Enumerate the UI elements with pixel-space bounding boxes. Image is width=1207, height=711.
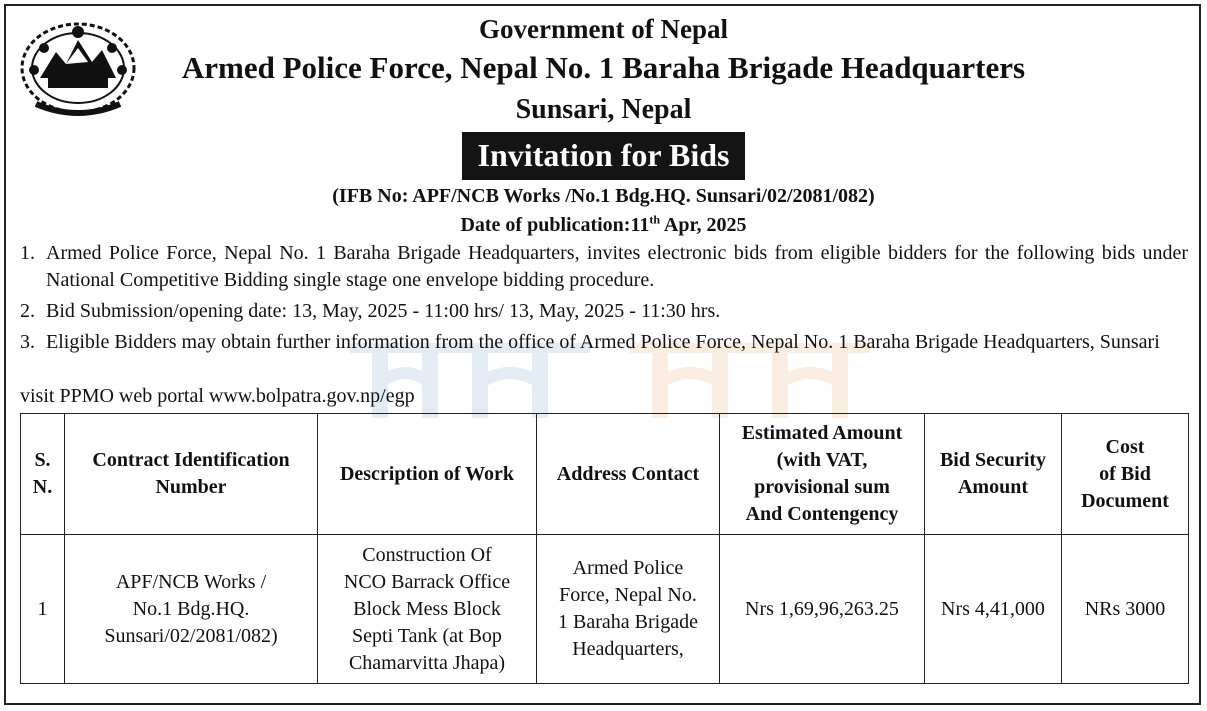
col-header-address: Address Contact (537, 414, 720, 535)
item-text: Bid Submission/opening date: 13, May, 2025 - 11:00 hrs/ 13, May, 2025 - 11:30 hrs. (46, 300, 721, 322)
banner-wrap (0, 132, 1207, 180)
cell-description: Construction Of NCO Barrack Office Block Mess Block Septi Tank (at Bop Chamarvitta Jhapa) (318, 535, 537, 684)
publication-date-suffix: th (649, 212, 661, 227)
cell-estimated-amount: Nrs 1,69,96,263.25 (720, 535, 925, 684)
table-row (21, 535, 1189, 684)
location-title: Sunsari, Nepal (515, 94, 692, 125)
col-header-bid-security: Bid Security Amount (925, 414, 1062, 535)
publication-date-label: Date of publication: (460, 214, 631, 236)
government-title: Government of Nepal (479, 14, 728, 44)
cell-sn: 1 (21, 535, 65, 684)
organization-title: Armed Police Force, Nepal No. 1 Baraha Brigade Headquarters (181, 50, 1026, 85)
notice-item (20, 298, 1188, 325)
col-header-contract-id: Contract Identification Number (65, 414, 318, 535)
cell-cost: NRs 3000 (1062, 535, 1189, 684)
notice-item (20, 329, 1188, 356)
cell-address: Armed Police Force, Nepal No. 1 Baraha Brigade Headquarters, (537, 535, 720, 684)
col-header-estimated-amount: Estimated Amount (with VAT, provisional sum And Contengency (720, 414, 925, 535)
ifb-number: (IFB No: APF/NCB Works /No.1 Bdg.HQ. Sunsari/02/2081/082) (332, 185, 875, 207)
cell-contract-id: APF/NCB Works / No.1 Bdg.HQ. Sunsari/02/2081/082) (65, 535, 318, 684)
table-header-row (21, 414, 1189, 535)
publication-date (0, 214, 1207, 237)
item-number: 3. (20, 331, 35, 353)
notice-items (20, 240, 1188, 356)
notice-item (20, 240, 1188, 294)
item-text: Armed Police Force, Nepal No. 1 Baraha Brigade Headquarters, invites electronic bids from eligible bidders for the following bids under National Competitive Bidding single stage one envelope bidding procedure. (46, 242, 1188, 291)
col-header-description: Description of Work (318, 414, 537, 535)
item-number: 2. (20, 300, 35, 322)
item-text: Eligible Bidders may obtain further information from the office of Armed Police Force, Nepal No. 1 Baraha Brigade Headquarters, Sunsari (46, 331, 1160, 353)
bid-table (20, 413, 1189, 684)
portal-link-text: visit PPMO web portal www.bolpatra.gov.np/egp (20, 385, 415, 407)
publication-date-day: 11 (630, 214, 650, 236)
invitation-banner: Invitation for Bids (462, 132, 746, 180)
col-header-sn: S. N. (21, 414, 65, 535)
col-header-cost: Cost of Bid Document (1062, 414, 1189, 535)
item-number: 1. (20, 242, 35, 264)
publication-date-rest: Apr, 2025 (660, 214, 747, 236)
cell-bid-security: Nrs 4,41,000 (925, 535, 1062, 684)
